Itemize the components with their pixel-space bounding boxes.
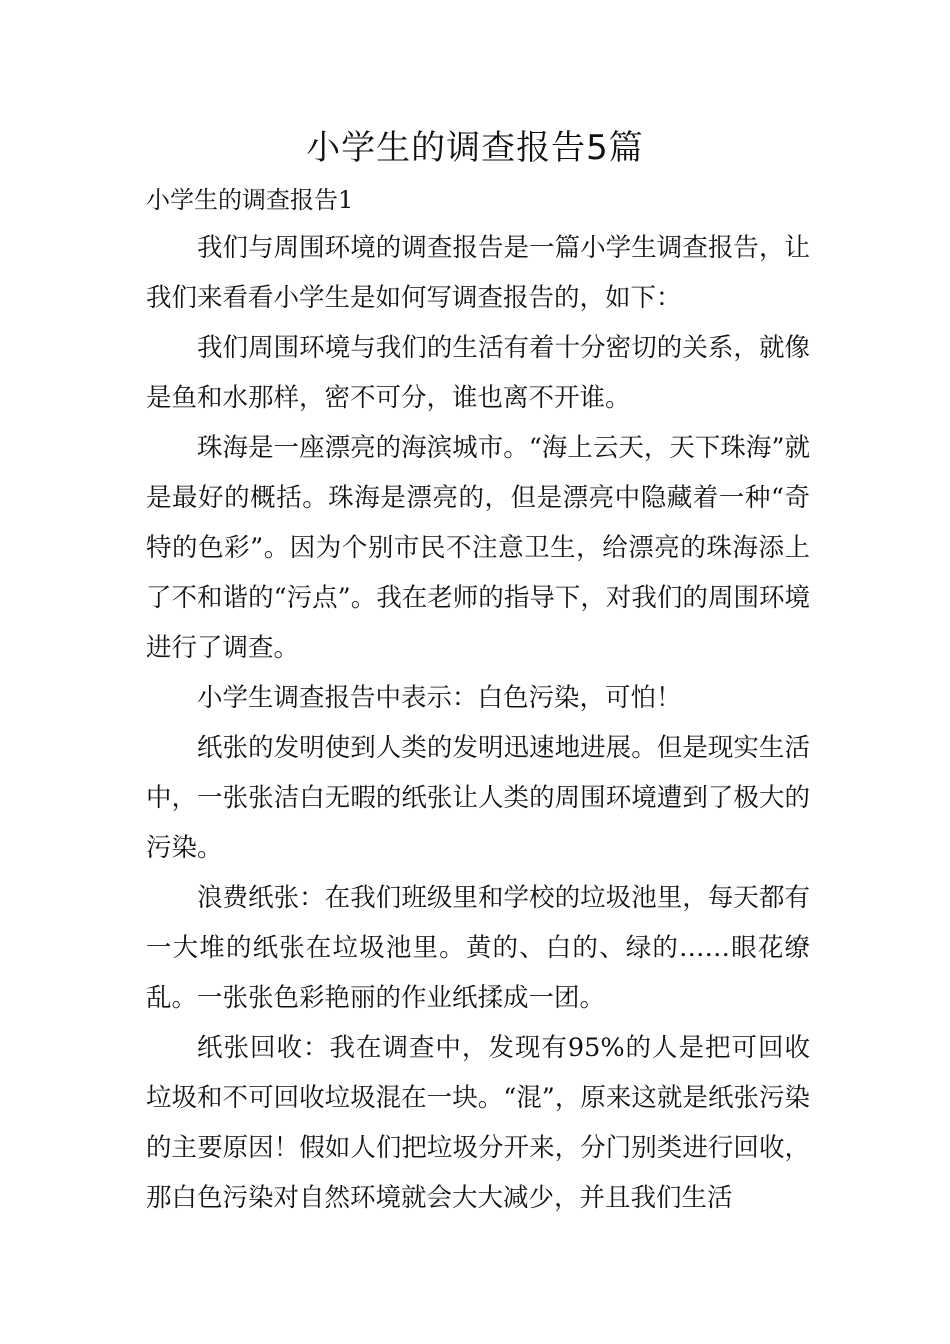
paragraph-environment-relation: 我们周围环境与我们的生活有着十分密切的关系，就像是鱼和水那样，密不可分，谁也离不开谁。 (146, 333, 810, 413)
paragraph-wasting-paper: 浪费纸张：在我们班级里和学校的垃圾池里，每天都有一大堆的纸张在垃圾池里。黄的、白的、绿的……眼花缭乱。一张张色彩艳丽的作业纸揉成一团。 (146, 883, 810, 1013)
paragraph-paper-invention: 纸张的发明使到人类的发明迅速地进展。但是现实生活中，一张张洁白无暇的纸张让人类的周围环境遭到了极大的污染。 (146, 733, 810, 863)
section-heading: 小学生的调查报告1 (146, 186, 354, 214)
paragraph-intro: 我们与周围环境的调查报告是一篇小学生调查报告，让我们来看看小学生是如何写调查报告的，如下： (146, 233, 810, 313)
document-title: 小学生的调查报告5篇 (306, 128, 644, 168)
document-body (146, 223, 810, 1223)
paragraph-zhuhai: 珠海是一座漂亮的海滨城市。“海上云天，天下珠海”就是最好的概括。珠海是漂亮的，但是漂亮中隐藏着一种“奇特的色彩”。因为个别市民不注意卫生，给漂亮的珠海添上了不和谐的“污点”。我在老师的指导下，对我们的周围环境进行了调查。 (146, 433, 810, 663)
paragraph-paper-recycling: 纸张回收：我在调查中，发现有95%的人是把可回收垃圾和不可回收垃圾混在一块。“混”，原来这就是纸张污染的主要原因！假如人们把垃圾分开来，分门别类进行回收，那白色污染对自然环境就会大大减少，并且我们生活 (146, 1033, 810, 1213)
paragraph-white-pollution-heading: 小学生调查报告中表示：白色污染，可怕！ (197, 683, 682, 713)
